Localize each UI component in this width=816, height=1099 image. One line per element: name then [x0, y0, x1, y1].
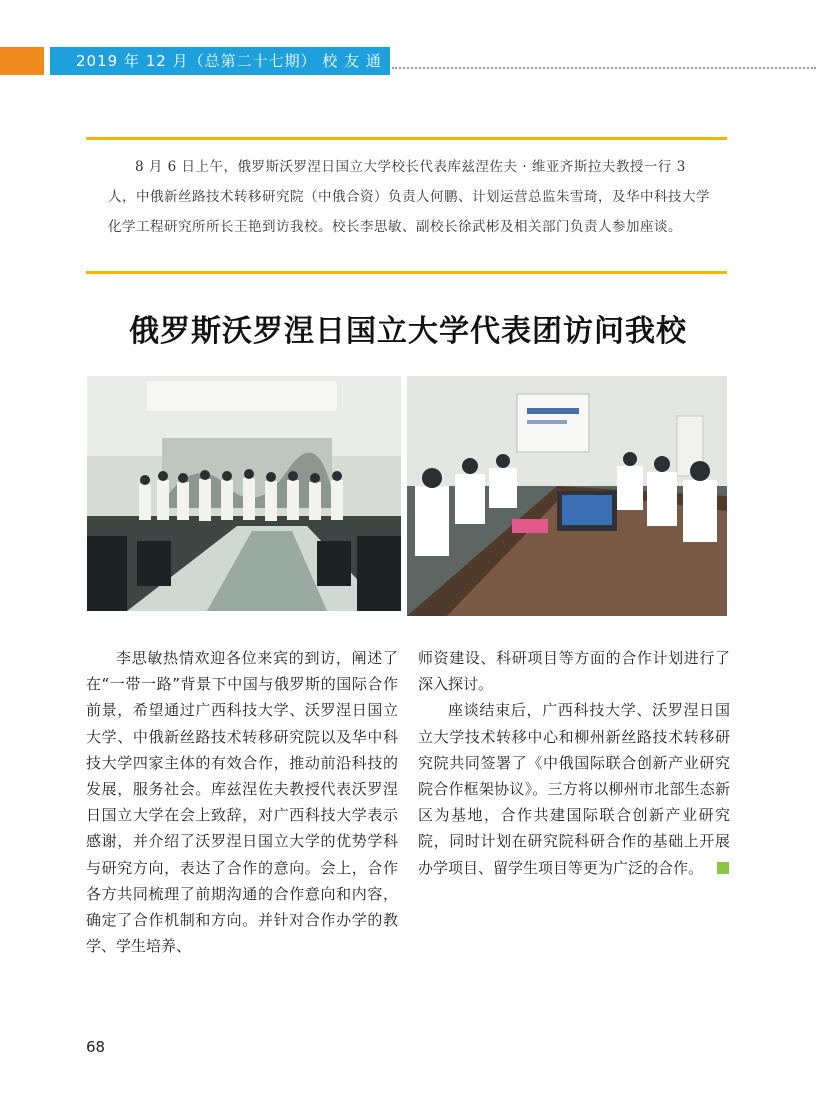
intro-bottom-rule: [86, 271, 727, 274]
meeting-photo: [407, 376, 727, 616]
body-column-right: [418, 645, 730, 881]
page-number: 68: [86, 1038, 106, 1056]
end-mark-icon: [717, 862, 729, 874]
body-paragraph-2: [418, 697, 730, 880]
header-orange-block: [0, 47, 44, 75]
intro-paragraph: 8 月 6 日上午，俄罗斯沃罗涅日国立大学校长代表库兹涅佐夫 · 维亚齐斯拉夫教授一行 3 人，中俄新丝路技术转移研究院（中俄合资）负责人何鹏、计划运营总监朱雪琦，及华中科技大学化学工程研究所所长王艳到访我校。校长李思敏、副校长徐武彬及相关部门负责人参加座谈。: [108, 159, 710, 235]
article-title: 俄罗斯沃罗涅日国立大学代表团访问我校: [129, 314, 687, 349]
running-header: 2019 年 12 月（总第二十七期） 校 友 通 讯: [50, 47, 390, 75]
body-paragraph-1-continued: 师资建设、科研项目等方面的合作计划进行了深入探讨。: [418, 649, 730, 694]
intro-top-rule: [86, 137, 727, 140]
group-photo: [87, 376, 401, 611]
body-paragraph-2-text: 座谈结束后，广西科技大学、沃罗涅日国立大学技术转移中心和柳州新丝路技术转移研究院共同签署了《中俄国际联合创新产业研究院合作框架协议》。三方将以柳州市北部生态新区为基地，合作共建国际联合创新产业研究院，同时计划在研究院科研合作的基础上开展办学项目、留学生项目等更为广泛的合作。: [418, 701, 730, 877]
body-paragraph-1: 李思敏热情欢迎各位来宾的到访，阐述了在“一带一路”背景下中国与俄罗斯的国际合作前景，希望通过广西科技大学、沃罗涅日国立大学、中俄新丝路技术转移研究院以及华中科技大学四家主体的有效合作，推动前沿科技的发展，服务社会。库兹涅佐夫教授代表沃罗涅日国立大学在会上致辞，对广西科技大学表示感谢，并介绍了沃罗涅日国立大学的优势学科与研究方向，表达了合作的意向。会上，合作各方共同梳理了前期沟通的合作意向和内容，确定了合作机制和方向。并针对合作办学的教学、学生培养、: [86, 649, 398, 956]
header-dotted-rule: [392, 67, 816, 69]
body-column-left: [86, 645, 398, 959]
